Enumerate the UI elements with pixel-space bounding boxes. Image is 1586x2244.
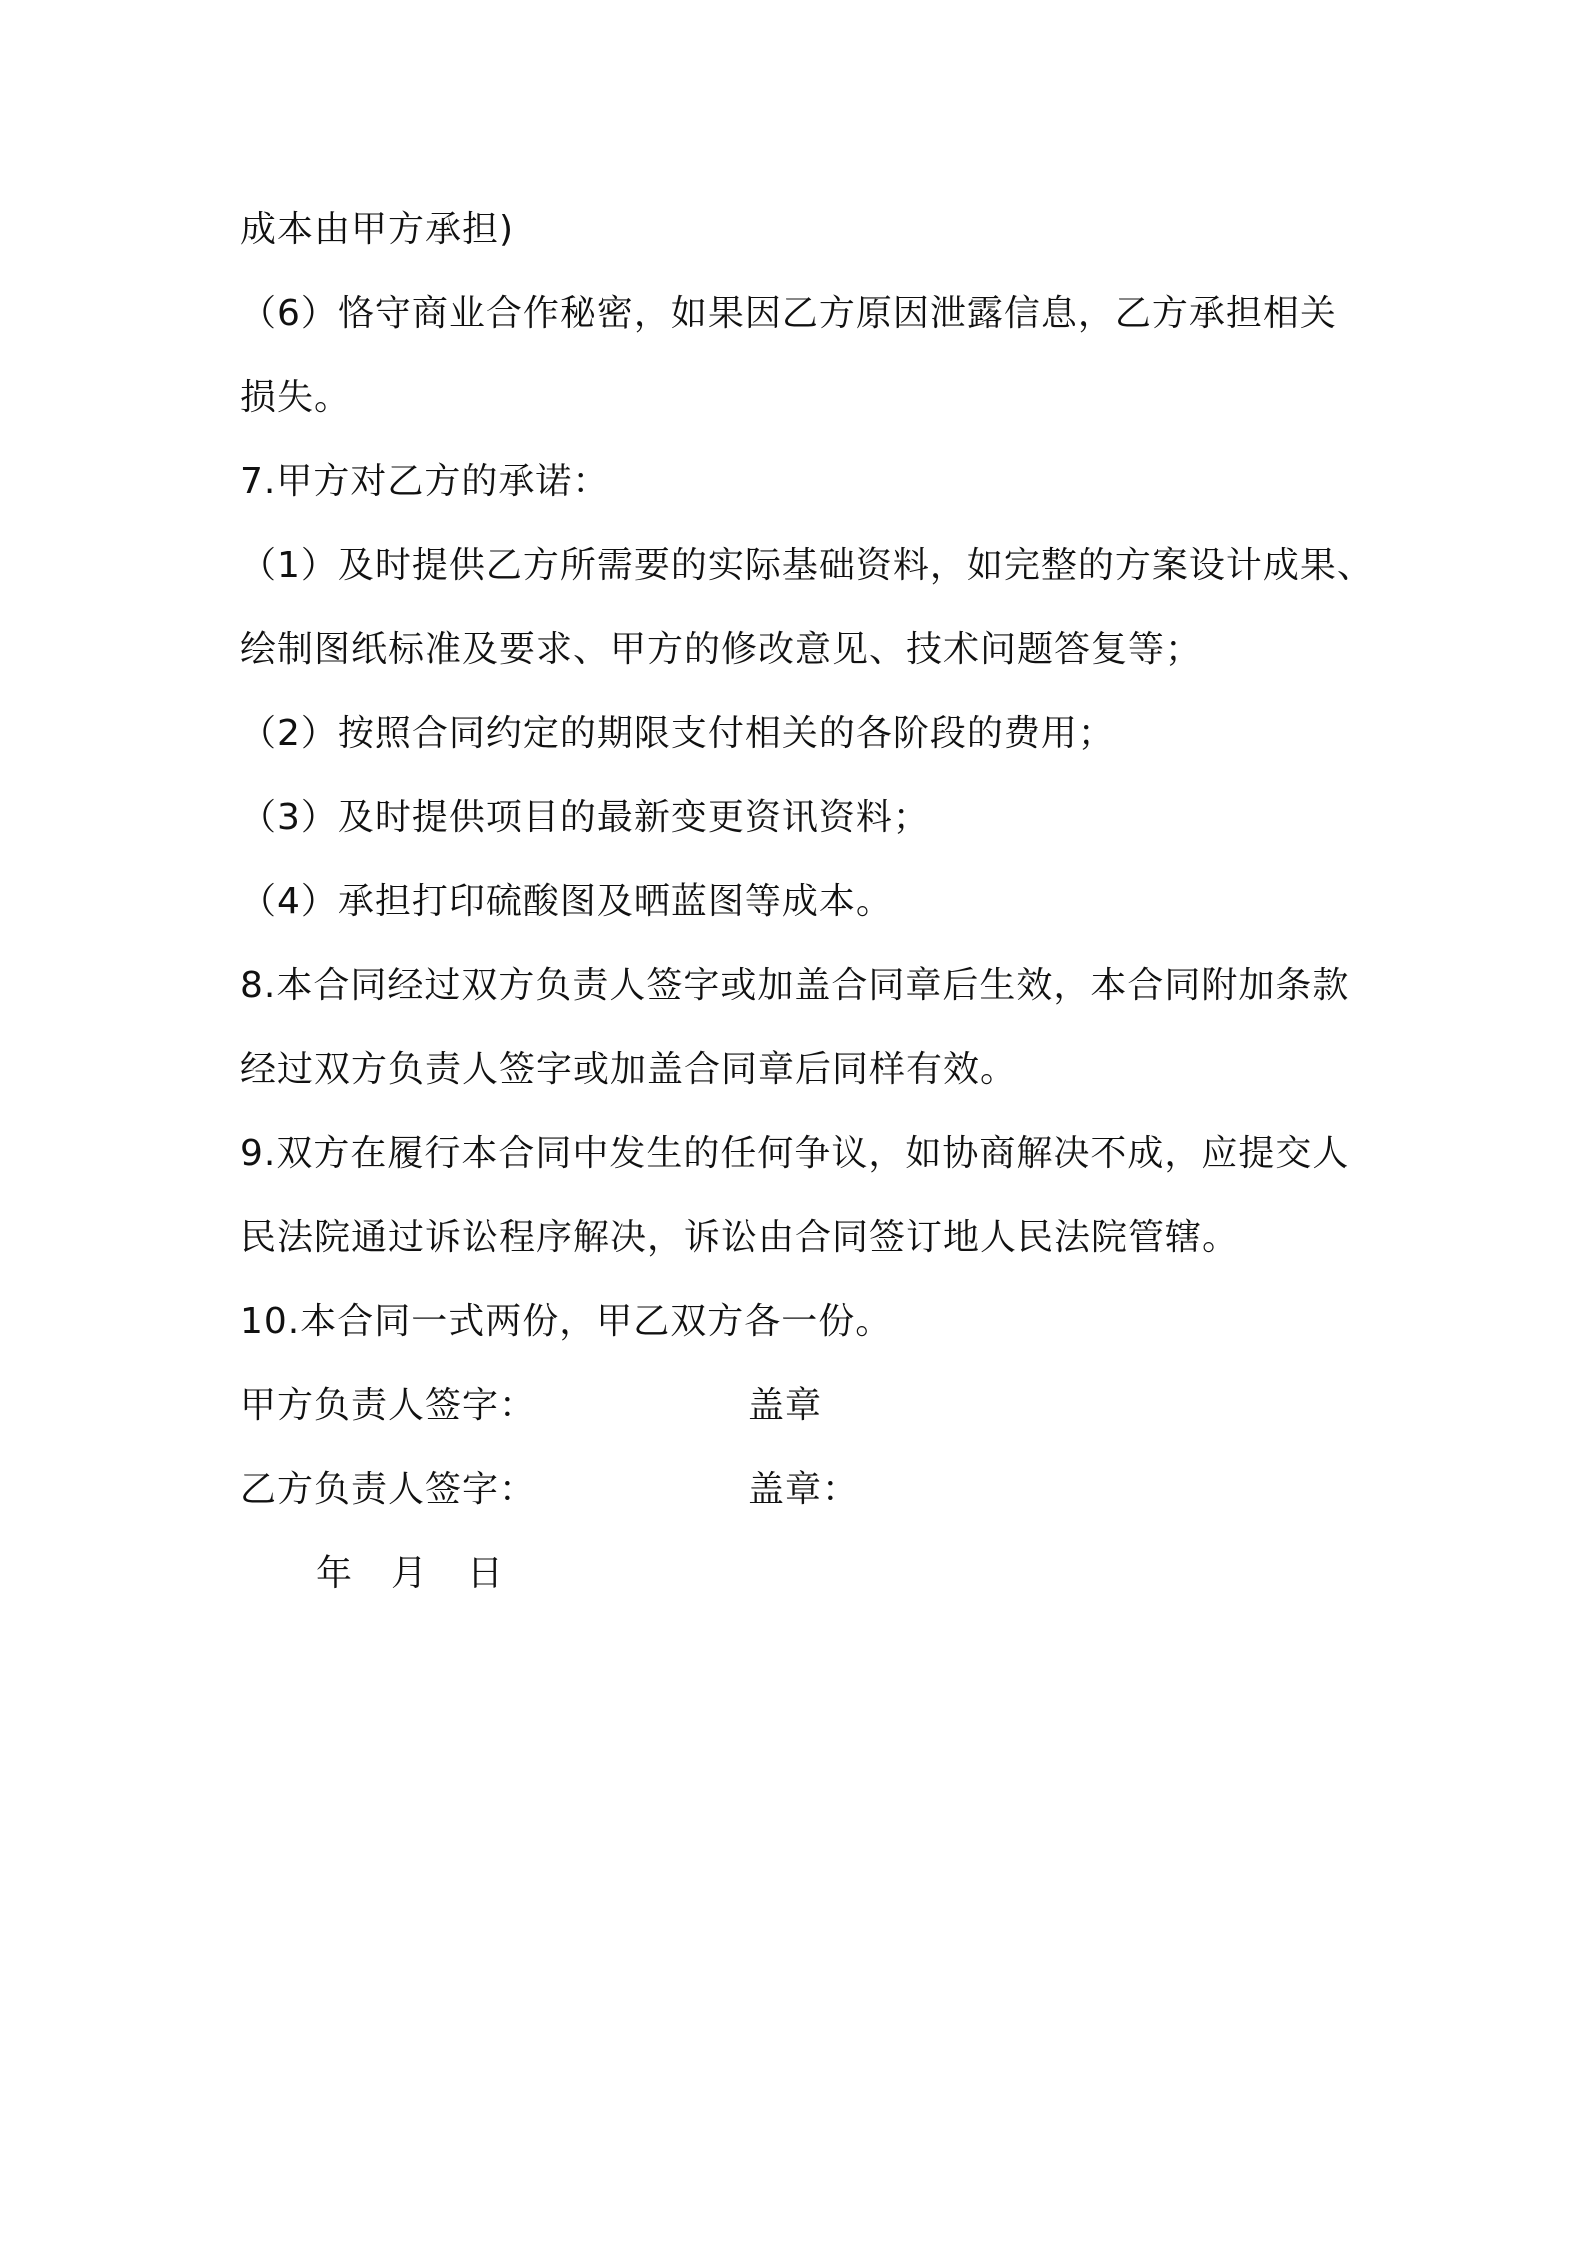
text-line-commitment-1-cont: 绘制图纸标准及要求、甲方的修改意见、技术问题答复等； (240, 629, 1203, 670)
text-line-clause-8-cont: 经过双方负责人签字或加盖合同章后同样有效。 (240, 1049, 1018, 1090)
date-month-label: 月 (391, 1553, 428, 1594)
text-line-commitment-1: （1）及时提供乙方所需要的实际基础资料，如完整的方案设计成果、 (240, 545, 1374, 586)
party-a-signature-label: 甲方负责人签字： (240, 1385, 537, 1426)
section-heading-9: 9.双方在履行本合同中发生的任何争议，如协商解决不成，应提交人 (240, 1133, 1350, 1174)
text-line-clause-6: （6）恪守商业合作秘密，如果因乙方原因泄露信息，乙方承担相关 (240, 293, 1337, 334)
party-b-seal-label: 盖章： (748, 1469, 860, 1510)
text-line-commitment-3: （3）及时提供项目的最新变更资讯资料； (240, 797, 930, 838)
text-line-commitment-4: （4）承担打印硫酸图及晒蓝图等成本。 (240, 881, 893, 922)
date-year-label: 年 (316, 1553, 353, 1594)
text-line-clause-9-cont: 民法院通过诉讼程序解决，诉讼由合同签订地人民法院管辖。 (240, 1217, 1240, 1258)
party-b-signature-label: 乙方负责人签字： (240, 1469, 537, 1510)
text-line-commitment-2: （2）按照合同约定的期限支付相关的各阶段的费用； (240, 713, 1115, 754)
text-line-cost-continuation: 成本由甲方承担) (240, 209, 515, 250)
section-heading-8: 8.本合同经过双方负责人签字或加盖合同章后生效，本合同附加条款 (240, 965, 1350, 1006)
section-heading-10: 10.本合同一式两份，甲乙双方各一份。 (240, 1301, 893, 1342)
date-day-label: 日 (467, 1553, 504, 1594)
party-a-seal-label: 盖章 (748, 1385, 823, 1426)
section-heading-7: 7.甲方对乙方的承诺： (240, 461, 610, 502)
text-line-clause-6-cont: 损失。 (240, 377, 352, 418)
